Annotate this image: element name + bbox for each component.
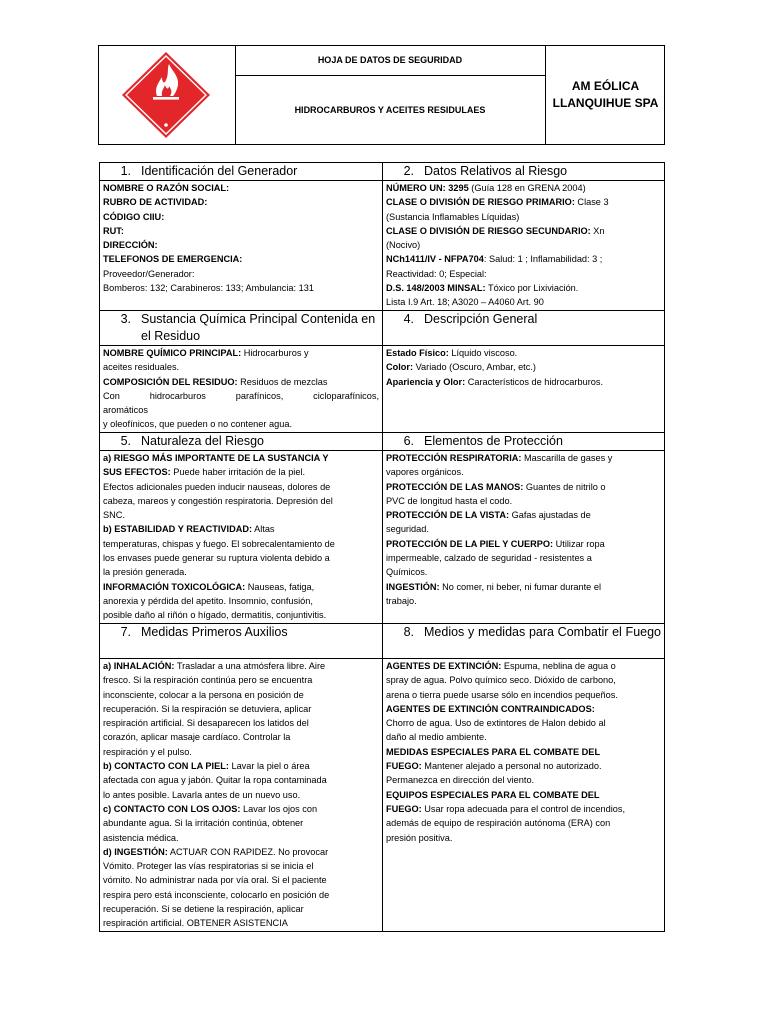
text-line xyxy=(386,659,661,673)
field-value: Hidrocarburos y xyxy=(241,348,309,358)
text-line xyxy=(386,267,661,281)
section-number: 5. xyxy=(120,434,131,448)
text-line xyxy=(103,360,379,374)
text-line xyxy=(386,802,661,816)
field-label: INFORMACIÓN TOXICOLÓGICA: xyxy=(103,581,246,592)
section-number: 7. xyxy=(120,625,131,639)
text-line xyxy=(386,181,661,195)
text-line xyxy=(386,816,661,830)
text-line xyxy=(386,494,661,508)
field-value: Reactividad: 0; Especial: xyxy=(386,268,487,279)
text-line xyxy=(103,816,379,830)
field-label: d) INGESTIÓN: xyxy=(103,846,168,857)
field-value: Trasladar a una atmósfera libre. Aire xyxy=(174,661,326,671)
section-number: 6. xyxy=(403,434,414,448)
field-value: fresco. Si la respiración continúa pero se encuentra xyxy=(103,675,313,686)
section-number: 3. xyxy=(120,312,131,326)
field-label: NÚMERO UN: 3295 xyxy=(386,183,469,193)
field-label: COMPOSICIÓN DEL RESIDUO: xyxy=(103,376,238,387)
section-6-header xyxy=(383,433,665,451)
field-value: afectada con agua y jabón. Quitar la ropa contaminada xyxy=(103,775,327,786)
text-line xyxy=(103,508,379,522)
text-line xyxy=(386,594,661,608)
field-label: SUS EFECTOS: xyxy=(103,467,171,478)
text-line xyxy=(103,688,379,702)
flammable-diamond-icon xyxy=(99,46,235,144)
field-value: Tóxico por Lixiviación. xyxy=(485,283,579,294)
section-body-row-3-4 xyxy=(100,346,665,433)
section-3-header xyxy=(100,311,383,346)
field-value: Puede haber irritación de la piel. xyxy=(170,467,306,478)
field-value: Xn xyxy=(590,225,605,236)
text-line xyxy=(386,210,661,224)
field-value: vapores orgánicos. xyxy=(386,467,464,478)
safety-data-table xyxy=(99,162,665,932)
text-line xyxy=(103,465,379,479)
text-line xyxy=(386,565,661,579)
text-line xyxy=(103,802,379,816)
text-line xyxy=(103,580,379,594)
text-line xyxy=(386,252,661,266)
field-value: Clase 3 xyxy=(574,197,609,208)
field-value: Altas xyxy=(252,524,275,535)
field-label: RUT: xyxy=(103,225,124,236)
section-2-header xyxy=(383,163,665,181)
text-line xyxy=(103,210,379,224)
text-line xyxy=(103,451,379,465)
text-line xyxy=(103,759,379,773)
text-line xyxy=(386,773,661,787)
field-value: Guantes de nitrilo o xyxy=(523,481,606,492)
text-line xyxy=(386,465,661,479)
text-line xyxy=(103,902,379,916)
field-label: CÓDIGO CIIU: xyxy=(103,211,165,222)
text-line xyxy=(386,281,661,295)
text-line xyxy=(103,551,379,565)
field-value: abundante agua. Si la irritación continúa, obtener xyxy=(103,818,304,829)
section-6-body xyxy=(383,451,665,624)
field-label: AGENTES DE EXTINCIÓN CONTRAINDICADOS: xyxy=(386,703,595,714)
text-line xyxy=(103,831,379,845)
text-line xyxy=(386,346,661,360)
field-label: PROTECCIÓN DE LA VISTA: xyxy=(386,510,510,521)
section-5-body xyxy=(100,451,383,624)
text-line xyxy=(103,181,379,195)
field-value: recuperación. Si la respiración se detuviera, aplicar xyxy=(103,703,312,714)
text-line xyxy=(103,375,379,389)
section-8-header xyxy=(383,624,665,659)
text-line xyxy=(386,673,661,687)
field-value: (Nocivo) xyxy=(386,240,421,251)
section-4-header xyxy=(383,311,665,346)
field-label: Estado Físico: xyxy=(386,348,449,358)
field-value: Permanezca en dirección del viento. xyxy=(386,775,535,786)
field-value: SNC. xyxy=(103,510,125,521)
field-value: los envases puede generar su ruptura violenta debido a xyxy=(103,553,330,564)
section-1-body xyxy=(100,181,383,311)
document-title: HOJA DE DATOS DE SEGURIDAD xyxy=(235,46,545,76)
text-line xyxy=(386,745,661,759)
field-value: además de equipo de respiración autónoma (ERA) con xyxy=(386,818,611,829)
section-title: Naturaleza del Riesgo xyxy=(141,434,264,448)
field-value: Chorro de agua. Uso de extintores de Halon debido al xyxy=(386,718,606,729)
field-value: lo antes posible. Lavarla antes de un nuevo uso. xyxy=(103,789,301,800)
field-value: arena o tierra puede usarse sólo en incendios pequeños. xyxy=(386,689,618,700)
text-line xyxy=(103,608,379,622)
text-line xyxy=(386,522,661,536)
field-value: recuperación. Si se detiene la respiración, aplicar xyxy=(103,904,304,915)
text-line xyxy=(103,565,379,579)
field-value: : Salud: 1 ; Inflamabilidad: 3 ; xyxy=(483,254,603,265)
text-line xyxy=(386,480,661,494)
text-line xyxy=(386,360,661,374)
text-line xyxy=(103,403,379,417)
hazard-logo-cell xyxy=(99,46,236,144)
text-line xyxy=(386,688,661,702)
section-3-body xyxy=(100,346,383,433)
field-label: Color: xyxy=(386,362,414,373)
field-value: presión positiva. xyxy=(386,832,453,843)
text-line xyxy=(386,580,661,594)
field-value: la presión generada. xyxy=(103,567,187,578)
text-line xyxy=(386,831,661,845)
text-line xyxy=(103,224,379,238)
text-line xyxy=(386,224,661,238)
section-body-row-5-6 xyxy=(100,451,665,624)
field-value: Químicos. xyxy=(386,567,428,578)
text-line xyxy=(103,916,379,930)
field-label: b) CONTACTO CON LA PIEL: xyxy=(103,761,229,772)
field-value: respiración y el pulso. xyxy=(103,746,192,757)
field-value: aceites residuales. xyxy=(103,362,180,373)
section-1-header xyxy=(100,163,383,181)
field-value: daño al medio ambiente. xyxy=(386,732,487,743)
field-label: AGENTES DE EXTINCIÓN: xyxy=(386,661,502,671)
text-line xyxy=(103,417,379,431)
field-value: respiración artificial. Si desaparecen los latidos del xyxy=(103,718,309,729)
field-value: (Guía 128 en GRENA 2004) xyxy=(468,183,586,193)
field-value: Vómito. Proteger las vías respiratorias si se inicia el xyxy=(103,861,314,872)
text-line xyxy=(103,845,379,859)
section-header-row-3-4 xyxy=(100,311,665,346)
field-value: posible daño al riñón o hígado, dermatitis, conjuntivitis. xyxy=(103,610,327,621)
document-subtitle: HIDROCARBUROS Y ACEITES RESIDULAES xyxy=(294,105,486,115)
text-line xyxy=(103,773,379,787)
field-value: Bomberos: 132; Carabineros: 133; Ambulancia: 131 xyxy=(103,283,314,294)
text-line xyxy=(386,716,661,730)
field-value: trabajo. xyxy=(386,595,417,606)
field-value: Característicos de hidrocarburos. xyxy=(465,376,604,387)
field-label: CLASE O DIVISIÓN DE RIESGO SECUNDARIO: xyxy=(386,225,591,236)
field-value: Variado (Oscuro, Ambar, etc.) xyxy=(413,362,536,373)
section-number: 8. xyxy=(403,625,414,639)
field-value: Usar ropa adecuada para el control de incendios, xyxy=(421,803,626,814)
field-value: Lista I.9 Art. 18; A3020 – A4060 Art. 90 xyxy=(386,297,544,308)
text-line xyxy=(386,508,661,522)
section-number: 4. xyxy=(403,312,414,326)
field-label: INGESTIÓN: xyxy=(386,581,440,592)
text-line xyxy=(103,252,379,266)
section-7-header xyxy=(100,624,383,659)
field-value: Líquido viscoso. xyxy=(448,348,518,358)
text-line xyxy=(103,888,379,902)
text-line xyxy=(103,873,379,887)
field-label: NOMBRE QUÍMICO PRINCIPAL: xyxy=(103,348,242,358)
section-title: Identificación del Generador xyxy=(141,164,298,178)
section-5-header xyxy=(100,433,383,451)
field-value: vómito. No administrar nada por vía oral. Si el paciente xyxy=(103,875,327,886)
section-header-row-5-6 xyxy=(100,433,665,451)
text-line xyxy=(103,730,379,744)
company-name-line1: AM EÓLICA xyxy=(571,79,640,93)
section-4-body xyxy=(383,346,665,433)
section-8-body xyxy=(383,659,665,932)
field-value: respiración artificial. OBTENER ASISTENCIA xyxy=(103,918,288,929)
field-label: RUBRO DE ACTIVIDAD: xyxy=(103,197,208,208)
field-label: Apariencia y Olor: xyxy=(386,376,466,387)
field-value: ACTUAR CON RAPIDEZ. No provocar xyxy=(167,846,329,857)
text-line xyxy=(103,716,379,730)
field-value: Lavar la piel o área xyxy=(228,761,310,772)
field-value: corazón, aplicar masaje cardíaco. Controlar la xyxy=(103,732,291,743)
section-title: Descripción General xyxy=(424,312,538,326)
text-line xyxy=(103,702,379,716)
section-number: 2. xyxy=(403,164,414,178)
company-name-line2: LLANQUIHUE SPA xyxy=(552,96,659,110)
field-label: NCh1411/IV - NFPA704 xyxy=(386,254,484,265)
text-line xyxy=(103,859,379,873)
field-value: Proveedor/Generador: xyxy=(103,268,195,279)
text-line xyxy=(386,451,661,465)
text-line xyxy=(103,480,379,494)
field-label: MEDIDAS ESPECIALES PARA EL COMBATE DEL xyxy=(386,746,601,757)
text-line xyxy=(386,537,661,551)
text-line xyxy=(386,730,661,744)
field-value: Mascarilla de gases y xyxy=(521,453,613,463)
text-line xyxy=(103,281,379,295)
text-line xyxy=(386,551,661,565)
field-value: cabeza, mareos y congestión respiratoria. Depresión del xyxy=(103,495,333,506)
field-value: Nauseas, fatiga, xyxy=(245,581,315,592)
field-label: TELEFONOS DE EMERGENCIA: xyxy=(103,254,243,265)
text-line xyxy=(103,745,379,759)
section-title: Medios y medidas para Combatir el Fuego xyxy=(424,625,661,639)
field-value: impermeable, calzado de seguridad - resistentes a xyxy=(386,553,592,564)
field-value: Efectos adicionales pueden inducir nauseas, dolores de xyxy=(103,481,331,492)
section-7-body xyxy=(100,659,383,932)
field-value: aromáticos xyxy=(103,405,148,416)
field-label: FUEGO: xyxy=(386,761,422,772)
section-number: 1. xyxy=(120,164,131,178)
text-line xyxy=(386,195,661,209)
field-value: respira pero está inconsciente, colocarlo en posición de xyxy=(103,889,330,900)
field-label: PROTECCIÓN DE LAS MANOS: xyxy=(386,481,524,492)
field-value: (Sustancia Inflamables Líquidas) xyxy=(386,211,520,222)
section-title: Medidas Primeros Auxilios xyxy=(141,625,288,639)
text-line xyxy=(103,494,379,508)
text-line xyxy=(103,195,379,209)
text-line xyxy=(103,537,379,551)
field-value: Gafas ajustadas de xyxy=(509,510,591,521)
field-label: EQUIPOS ESPECIALES PARA EL COMBATE DEL xyxy=(386,789,600,800)
text-line xyxy=(386,759,661,773)
text-line xyxy=(386,702,661,716)
field-value: Residuos de mezclas xyxy=(237,376,328,387)
field-label: FUEGO: xyxy=(386,803,422,814)
field-value: seguridad. xyxy=(386,524,429,535)
field-value: spray de agua. Polvo químico seco. Dióxido de carbono, xyxy=(386,675,616,686)
field-value: Espuma, neblina de agua o xyxy=(501,661,616,671)
text-line xyxy=(386,375,661,389)
text-line xyxy=(103,522,379,536)
field-value: anorexia y pérdida del apetito. Insomnio, confusión, xyxy=(103,595,313,606)
text-line xyxy=(103,267,379,281)
field-value: PVC de longitud hasta el codo. xyxy=(386,495,513,506)
section-title: Datos Relativos al Riesgo xyxy=(424,164,568,178)
document-header xyxy=(98,45,665,145)
text-line xyxy=(103,788,379,802)
field-value: Lavar los ojos con xyxy=(240,803,318,814)
field-value: y oleofínicos, que pueden o no contener agua. xyxy=(103,419,292,430)
field-label: PROTECCIÓN DE LA PIEL Y CUERPO: xyxy=(386,538,554,549)
section-header-row-7-8 xyxy=(100,624,665,659)
section-title: Elementos de Protección xyxy=(424,434,563,448)
section-title: Sustancia Química Principal Contenida en el Residuo xyxy=(141,312,376,343)
text-line xyxy=(386,295,661,309)
text-line xyxy=(103,238,379,252)
field-label: DIRECCIÓN: xyxy=(103,240,158,251)
field-label: b) ESTABILIDAD Y REACTIVIDAD: xyxy=(103,524,253,535)
field-label: D.S. 148/2003 MINSAL: xyxy=(386,283,486,294)
field-value: Utilizar ropa xyxy=(553,538,605,549)
field-value: asistencia médica. xyxy=(103,832,179,843)
text-line xyxy=(386,788,661,802)
field-label: NOMBRE O RAZÓN SOCIAL: xyxy=(103,183,230,193)
field-label: a) RIESGO MÁS IMPORTANTE DE LA SUSTANCIA Y xyxy=(103,453,329,463)
field-value: inconsciente, colocar a la persona en posición de xyxy=(103,689,304,700)
section-header-row-1-2 xyxy=(100,163,665,181)
text-line xyxy=(103,389,379,403)
field-value: No comer, ni beber, ni fumar durante el xyxy=(439,581,601,592)
section-body-row-7-8 xyxy=(100,659,665,932)
text-line xyxy=(386,238,661,252)
field-label: a) INHALACIÓN: xyxy=(103,661,175,671)
field-label: PROTECCIÓN RESPIRATORIA: xyxy=(386,453,522,463)
text-line xyxy=(103,673,379,687)
section-2-body xyxy=(383,181,665,311)
field-label: c) CONTACTO CON LOS OJOS: xyxy=(103,803,241,814)
company-name xyxy=(545,46,665,144)
text-line xyxy=(103,659,379,673)
field-label: CLASE O DIVISIÓN DE RIESGO PRIMARIO: xyxy=(386,197,575,208)
field-value: Con hidrocarburos parafínicos, cicloparafínicos, xyxy=(103,390,379,401)
text-line xyxy=(103,594,379,608)
text-line xyxy=(103,346,379,360)
field-value: temperaturas, chispas y fuego. El sobrecalentamiento de xyxy=(103,538,335,549)
section-body-row-1-2 xyxy=(100,181,665,311)
field-value: Mantener alejado a personal no autorizado. xyxy=(421,761,602,772)
